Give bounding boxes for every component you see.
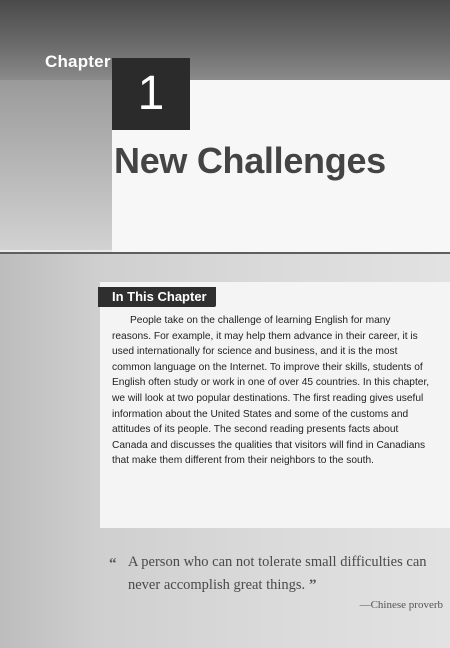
section-body: People take on the challenge of learning English for many reasons. For example, it may help them advance in their career, it is used internationally for science and business, and it is the most common language on the Internet. To improve their skills, students of English often study or work in one of over 45 countries. In this chapter, we will look at two popular destinations. The first reading gives useful information about the United States and some of the customs and attitudes of its people. The second reading presents facts about Canada and discusses the qualities that visitors will find in Canadians that make them different from their neighbors to the south. [112, 315, 430, 467]
chapter-number: 1 [137, 67, 165, 120]
quote-line-1: A person who can not tolerate small difficulties can [128, 554, 427, 570]
chapter-title: New Challenges [114, 140, 386, 181]
chapter-label: Chapter [45, 52, 111, 71]
left-gradient-strip [0, 80, 112, 250]
quote-close-mark: ” [309, 577, 317, 593]
quote-source: —Chinese proverb [359, 599, 443, 611]
quote-open-mark: “ [109, 556, 117, 572]
section-label: In This Chapter [103, 287, 216, 307]
quote-line-2: never accomplish great things. [128, 577, 306, 593]
chapter-number-box [112, 58, 190, 130]
